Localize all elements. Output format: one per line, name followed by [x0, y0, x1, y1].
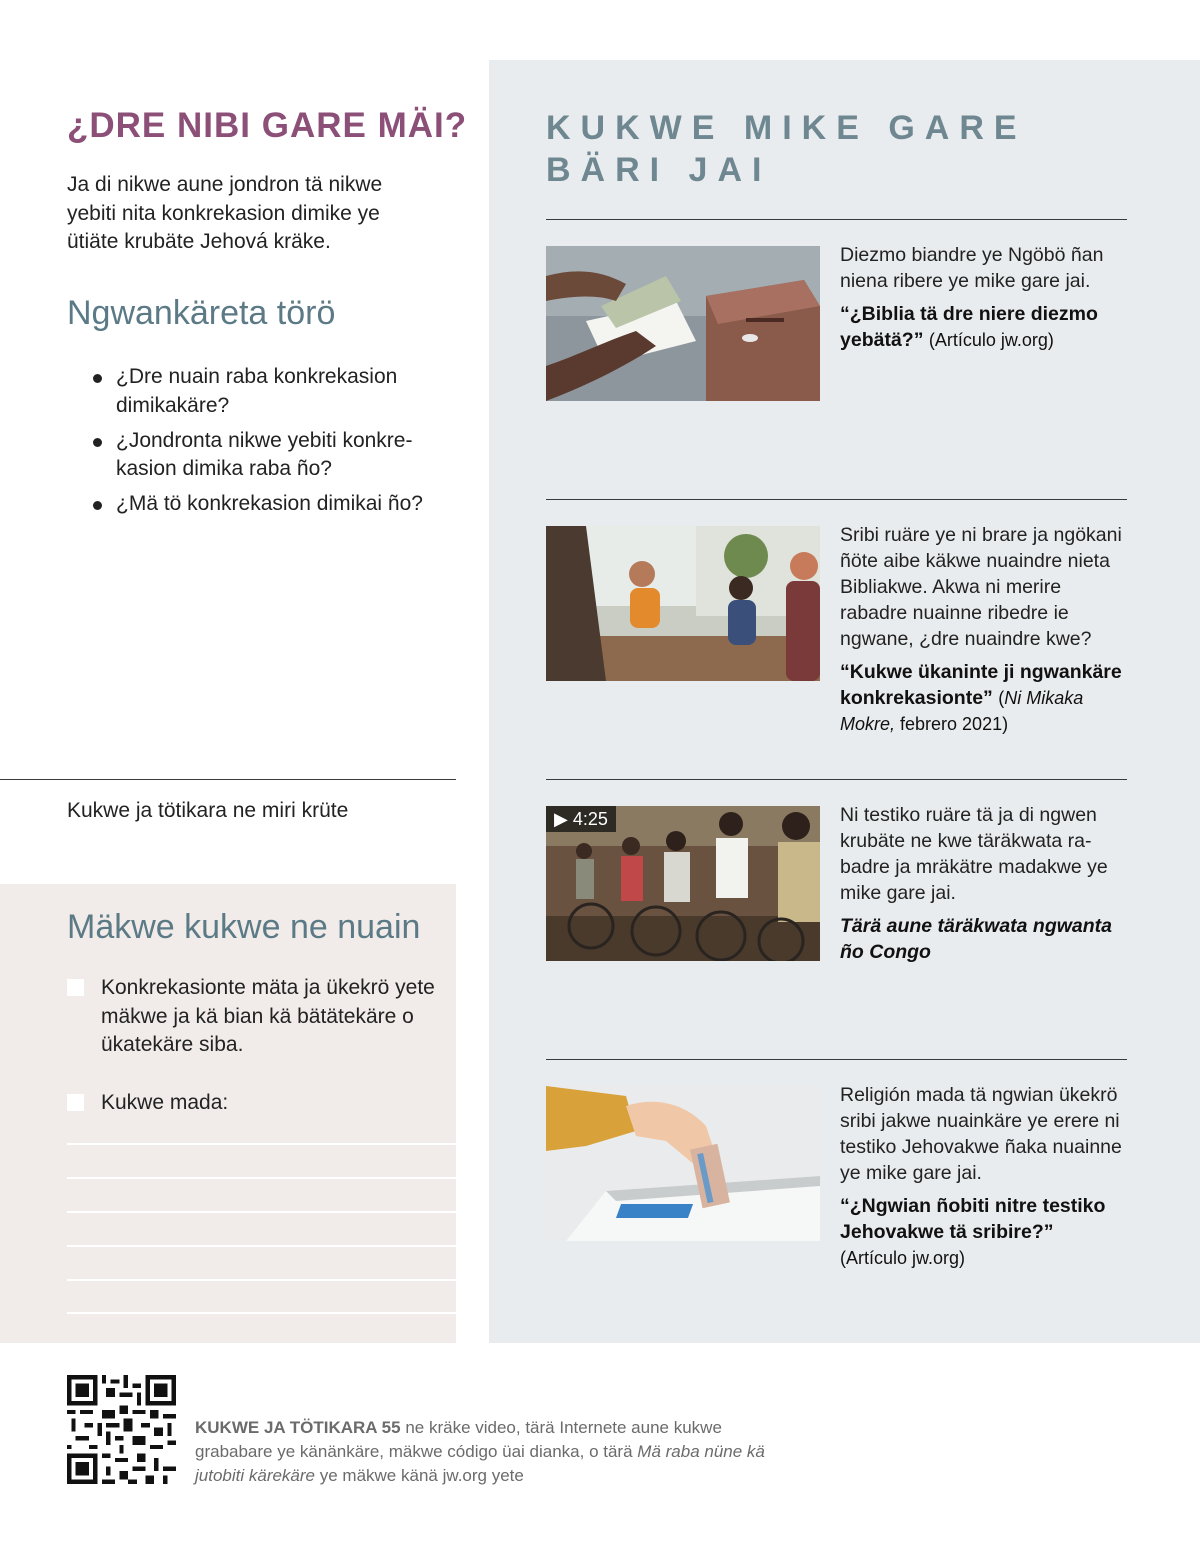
item-4-reference[interactable]: “¿Ngwian ñobiti nitre testiko Jehovakwe tä sribire?” (Artículo jw.org): [840, 1195, 1106, 1268]
write-line[interactable]: [67, 1245, 456, 1247]
question-item: ¿Dre nuain raba konkrekasion dimikakäre?: [90, 363, 460, 420]
tithe-image[interactable]: [546, 246, 820, 401]
bible-study-image[interactable]: [546, 526, 820, 681]
question-list: [90, 363, 460, 525]
item-3-description: Ni testiko ruäre tä ja di ngwen krubäte ne kwe täräkwata rabadre ja mräkätre madakwe ye mike gare jai.: [840, 804, 1108, 904]
next-lesson-label: Kukwe ja tötikara ne miri krüte: [67, 799, 349, 822]
item-3-reference[interactable]: Tärä aune täräkwata ngwanta ño Congo: [840, 915, 1113, 963]
bullet-icon: [93, 438, 102, 447]
divider: [546, 499, 1127, 500]
donation-image[interactable]: [546, 1086, 820, 1241]
question-item: ¿Mä tö konkrekasion dimikai ño?: [90, 490, 460, 519]
checkbox-1[interactable]: [67, 979, 84, 996]
bullet-icon: [93, 501, 102, 510]
video-duration-badge[interactable]: ▶ 4:25: [546, 806, 616, 832]
intro-paragraph: Ja di nikwe aune jondron tä nikwe yebiti nita konkrekasion dimike ye ütiäte krubäte Jehová kräke.: [67, 173, 383, 253]
divider: [546, 219, 1127, 220]
todo-item-1: Konkrekasionte mäta ja ükekrö yete mäkwe ja kä bian kä bätätekäre o ükatekäre siba.: [101, 976, 435, 1056]
qr-code-icon[interactable]: [67, 1375, 176, 1484]
checkbox-2[interactable]: [67, 1094, 84, 1111]
write-line[interactable]: [67, 1143, 456, 1145]
item-1-reference[interactable]: “¿Biblia tä dre niere diezmo yebätä?” (Artículo jw.org): [840, 303, 1098, 351]
item-2-reference[interactable]: “Kukwe ükaninte ji ngwankäre konkrekasionte” (Ni Mikaka Mokre, febrero 2021): [840, 661, 1122, 734]
item-4-description: Religión mada tä ngwian ükekrö sribi jakwe nuainkäre ye erere ni testiko Jehovakwe ñaka nuainne ye mike gare jai.: [840, 1084, 1122, 1184]
divider: [546, 1059, 1127, 1060]
write-line[interactable]: [67, 1211, 456, 1213]
write-line[interactable]: [67, 1312, 456, 1314]
divider: [546, 779, 1127, 780]
bullet-icon: [93, 374, 102, 383]
play-icon: ▶: [554, 809, 573, 829]
question-item: ¿Jondronta nikwe yebiti konkrekasion dimika raba ño?: [90, 427, 460, 484]
item-2-description: Sribi ruäre ye ni brare ja ngökani ñöte aibe käkwe nuaindre nieta Bibliakwe. Akwa ni merire rabadre nuainne ribedre ie ngwane, ¿dre nuaindre kwe?: [840, 524, 1122, 650]
related-heading: KUKWE MIKE GARE BÄRI JAI: [546, 109, 1027, 189]
divider: [0, 779, 456, 780]
footer-note: KUKWE JA TÖTIKARA 55 ne kräke video, tärä Internete aune kukwe grababare ye känänkäre, mäkwe código üai dianka, o tärä Mä raba nüne kä jutobiti kärekäre ye mäkwe känä jw.org yete: [195, 1418, 765, 1485]
write-line[interactable]: [67, 1177, 456, 1179]
item-1-description: Diezmo biandre ye Ngöbö ñan niena ribere ye mike gare jai.: [840, 244, 1104, 292]
todo-item-2: Kukwe mada:: [101, 1091, 229, 1114]
write-line[interactable]: [67, 1279, 456, 1281]
think-heading: Ngwankäreta törö: [67, 294, 336, 332]
todo-heading: Mäkwe kukwe ne nuain: [67, 908, 421, 946]
page-title: ¿DRE NIBI GARE MÄI?: [67, 106, 468, 145]
